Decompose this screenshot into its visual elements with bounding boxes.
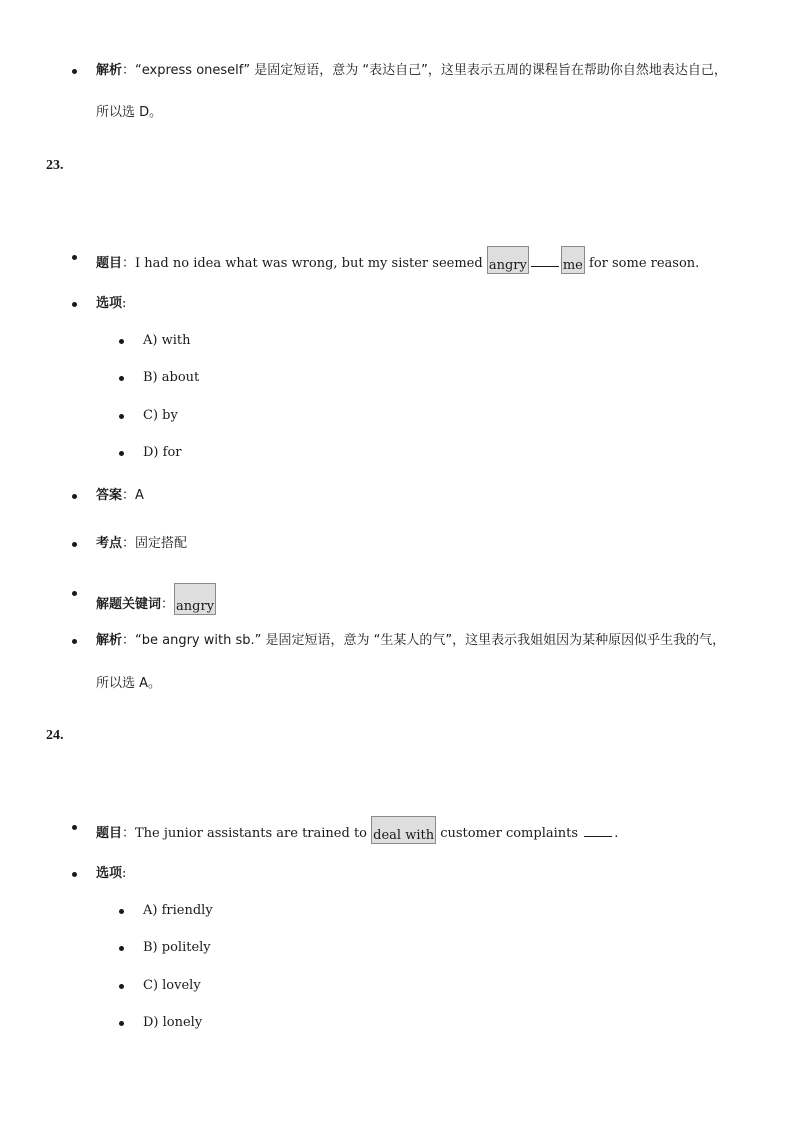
- q22-analysis-cont: 所以选 D。: [96, 105, 163, 120]
- analysis-label: 解析: [96, 63, 123, 78]
- q23-options-heading: [96, 294, 126, 314]
- analysis-text: ：“express oneself” 是固定短语，意为 “表达自己”，这里表示五周的课程旨在帮助你自然地表达自己，: [122, 63, 727, 78]
- highlight-deal-with: deal with: [371, 816, 436, 844]
- q23-analysis: [96, 631, 725, 651]
- q24-option-c: C) lovely: [143, 978, 201, 993]
- bullet-dot: [72, 69, 77, 74]
- q23-keyword: [96, 583, 216, 615]
- options-label: 选项: [96, 866, 123, 881]
- options-colon: :: [122, 296, 127, 311]
- q23-option-d: D) for: [143, 445, 182, 460]
- bullet-dot: [72, 872, 77, 877]
- question-text-after: for some reason.: [584, 256, 700, 271]
- bullet-dot: [119, 451, 124, 456]
- question-label: 题目: [96, 256, 123, 271]
- point-value: ：固定搭配: [122, 536, 188, 551]
- q23-answer: [96, 486, 144, 506]
- q24-option-d: D) lonely: [143, 1015, 203, 1030]
- q23-option-b: B) about: [143, 370, 200, 385]
- bullet-dot: [72, 825, 77, 830]
- highlight-me: me: [561, 246, 585, 274]
- keyword-colon: ：: [161, 597, 175, 612]
- q23-analysis-cont: 所以选 A。: [96, 676, 162, 691]
- analysis-text: ：“be angry with sb.” 是固定短语，意为 “生某人的气”，这里表示我姐姐因为某种原因似乎生我的气，: [122, 633, 726, 648]
- point-label: 考点: [96, 536, 123, 551]
- answer-value: ：A: [122, 488, 144, 503]
- q23-option-a: A) with: [143, 333, 191, 348]
- answer-blank: [584, 824, 612, 837]
- question-number-24: 24.: [46, 728, 64, 743]
- bullet-dot: [72, 255, 77, 260]
- q23-option-c: C) by: [143, 408, 178, 423]
- bullet-dot: [72, 591, 77, 596]
- bullet-dot: [119, 946, 124, 951]
- bullet-dot: [119, 376, 124, 381]
- bullet-dot: [72, 542, 77, 547]
- bullet-dot: [119, 984, 124, 989]
- bullet-dot: [119, 909, 124, 914]
- q23-point: [96, 534, 187, 554]
- q23-question: [96, 246, 699, 274]
- question-text-after: customer complaints: [436, 826, 583, 841]
- q24-options-heading: [96, 864, 126, 884]
- question-end: .: [614, 826, 619, 841]
- bullet-dot: [72, 302, 77, 307]
- question-text-before: ：The junior assistants are trained to: [122, 826, 372, 841]
- analysis-label: 解析: [96, 633, 123, 648]
- question-label: 题目: [96, 826, 123, 841]
- highlight-keyword-angry: angry: [174, 583, 216, 615]
- answer-label: 答案: [96, 488, 123, 503]
- question-text-before: ：I had no idea what was wrong, but my sister seemed: [122, 256, 487, 271]
- bullet-dot: [72, 494, 77, 499]
- q22-analysis: [96, 61, 727, 81]
- keyword-label: 解题关键词: [96, 597, 162, 612]
- bullet-dot: [119, 1021, 124, 1026]
- highlight-angry: angry: [487, 246, 529, 274]
- bullet-dot: [119, 339, 124, 344]
- options-label: 选项: [96, 296, 123, 311]
- bullet-dot: [119, 414, 124, 419]
- options-colon: :: [122, 866, 127, 881]
- question-number-23: 23.: [46, 158, 64, 173]
- q24-option-b: B) politely: [143, 940, 211, 955]
- answer-blank: [531, 254, 559, 267]
- bullet-dot: [72, 639, 77, 644]
- q24-question: [96, 816, 618, 844]
- q24-option-a: A) friendly: [143, 903, 213, 918]
